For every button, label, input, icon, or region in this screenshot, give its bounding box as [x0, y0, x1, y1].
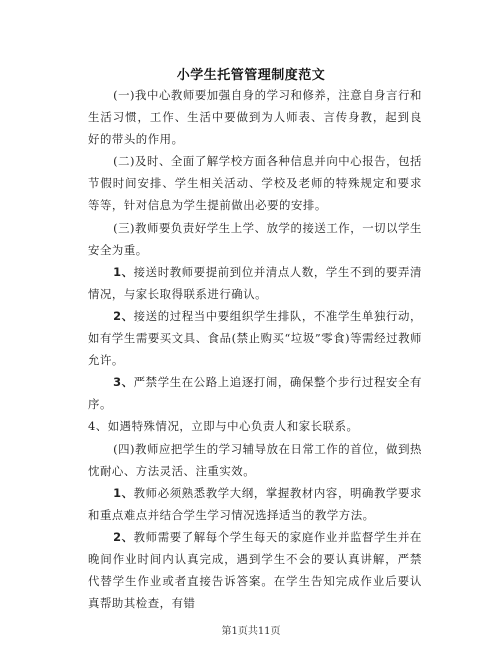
paragraph-7 [88, 415, 422, 437]
item-number: 1、 [113, 485, 134, 500]
paragraph-10 [88, 526, 422, 614]
paragraph-8 [88, 438, 422, 482]
paragraph-text: 4、如遇特殊情况，立即与中心负责人和家长联系。 [88, 419, 359, 434]
paragraph-3 [88, 217, 422, 261]
item-number: 3、 [113, 375, 134, 390]
paragraph-text: (一)我中心教师要加强自身的学习和修养，注意自身言行和生活习惯，工作、生活中要做到为人师表、言传身教，起到良好的带头的作用。 [88, 88, 422, 147]
paragraph-text: (三)教师要负责好学生上学、放学的接送工作，一切以学生安全为重。 [88, 220, 422, 257]
item-number: 2、 [113, 529, 134, 544]
paragraph-4 [88, 261, 422, 305]
paragraph-9 [88, 482, 422, 526]
page-footer: 第1页共11页 [221, 626, 281, 637]
paragraph-5 [88, 305, 422, 371]
paragraph-2 [88, 150, 422, 216]
paragraph-1 [88, 84, 422, 150]
paragraph-text: 接送时教师要提前到位并清点人数，学生不到的要弄清情况，与家长取得联系进行确认。 [88, 264, 423, 301]
paragraph-text: (二)及时、全面了解学校方面各种信息并向中心报告，包括节假时间安排、学生相关活动、学校及老师的特殊规定和要求等等，针对信息为学生提前做出必要的安排。 [88, 154, 422, 213]
paragraph-text: 教师必须熟悉教学大纲，掌握教材内容，明确教学要求和重点难点并结合学生学习情况选择适当的教学方法。 [88, 485, 423, 522]
paragraph-text: 接送的过程当中要组织学生排队，不准学生单独行动，如有学生需要买文具、食品(禁止购买“垃圾”零食)等需经过教师允许。 [88, 308, 423, 368]
paragraph-text: (四)教师应把学生的学习辅导放在日常工作的首位，做到热忱耐心、方法灵活、注重实效。 [88, 441, 422, 478]
paragraph-text: 严禁学生在公路上追逐打闹，确保整个步行过程安全有序。 [88, 375, 423, 412]
document-body [88, 84, 422, 614]
paragraph-6 [88, 371, 422, 415]
item-number: 1、 [113, 264, 134, 279]
paragraph-text: 教师需要了解每个学生每天的家庭作业并监督学生并在晚间作业时间内认真完成，遇到学生不会的要认真讲解，严禁代替学生作业或者直接告诉答案。在学生告知完成作业后要认真帮助其检查，有错 [88, 529, 423, 611]
document-title: 小学生托管管理制度范文 [176, 68, 326, 83]
item-number: 2、 [113, 308, 134, 323]
